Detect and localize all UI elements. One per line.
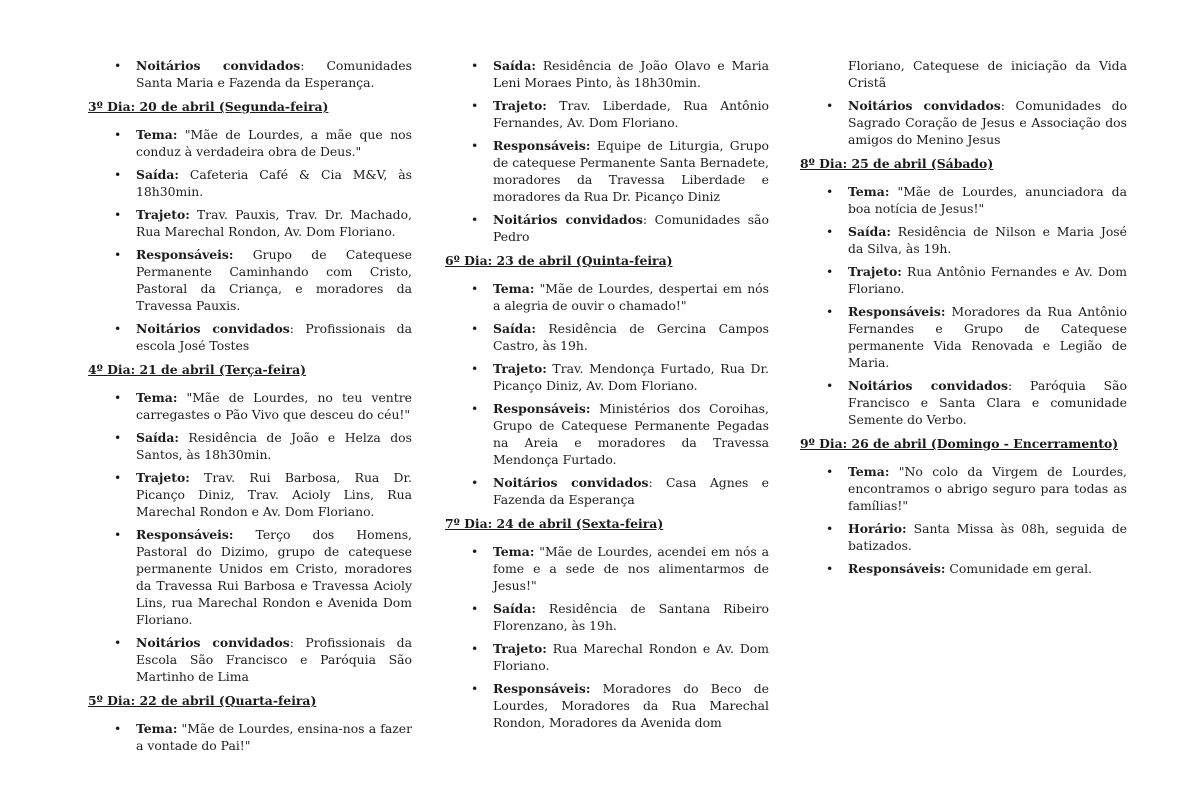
day-heading: 4º Dia: 21 de abril (Terça-feira) [88, 362, 306, 377]
schedule-item [88, 126, 412, 160]
item-label: Trajeto: [493, 641, 547, 656]
item-text: : Comunidades Santa Maria e Fazenda da Esperança. [136, 58, 412, 90]
schedule-item [445, 474, 769, 508]
item-label: Responsáveis: [493, 138, 591, 153]
item-text: Residência de Gercina Campos Castro, às 19h. [493, 321, 769, 353]
schedule-item [88, 469, 412, 520]
item-text: Terço dos Homens, Pastoral do Dizimo, grupo de catequese permanente Unidos em Cristo, moradores da Travessa Rui Barbosa e Travessa Acioly Lins, rua Marechal Rondon e Avenida Dom Floriano. [136, 527, 412, 627]
item-text: Trav. Liberdade, Rua Antônio Fernandes, Av. Dom Floriano. [493, 98, 769, 130]
continuation-text [800, 57, 1127, 91]
day-heading: 9º Dia: 26 de abril (Domingo - Encerramento) [800, 436, 1119, 451]
item-label: Responsáveis: [136, 247, 234, 262]
item-label: Noitários convidados [493, 475, 649, 490]
item-text: "Mãe de Lourdes, anunciadora da boa notícia de Jesus!" [848, 184, 1127, 216]
schedule-item [445, 137, 769, 205]
item-text: "Mãe de Lourdes, despertai em nós a alegria de ouvir o chamado!" [493, 281, 769, 313]
schedule-item [88, 429, 412, 463]
schedule-item [445, 57, 769, 91]
schedule-item [88, 389, 412, 423]
item-text: Trav. Pauxis, Trav. Dr. Machado, Rua Marechal Rondon, Av. Dom Floriano. [136, 207, 412, 239]
item-label: Noitários convidados [136, 321, 290, 336]
item-label: Tema: [136, 127, 178, 142]
item-text: : Casa Agnes e Fazenda da Esperança [493, 475, 769, 507]
schedule-item [800, 520, 1127, 554]
schedule-item [88, 526, 412, 628]
schedule-item [88, 57, 412, 91]
item-label: Trajeto: [848, 264, 902, 279]
item-label: Trajeto: [136, 207, 190, 222]
item-label: Noitários convidados [136, 58, 301, 73]
item-text: : Comunidades do Sagrado Coração de Jesus e Associação dos amigos do Menino Jesus [848, 98, 1127, 147]
item-label: Tema: [493, 544, 535, 559]
item-label: Tema: [136, 721, 178, 736]
item-label: Tema: [848, 184, 890, 199]
item-text: Moradores da Rua Antônio Fernandes e Grupo de Catequese permanente Vida Renovada e Legião de Maria. [848, 304, 1127, 370]
item-text: Rua Marechal Rondon e Av. Dom Floriano. [493, 641, 769, 673]
day-heading: 5º Dia: 22 de abril (Quarta-feira) [88, 693, 317, 708]
schedule-item [800, 183, 1127, 217]
item-text: "Mãe de Lourdes, ensina-nos a fazer a vontade do Pai!" [136, 721, 412, 753]
item-text: Residência de Santana Ribeiro Florenzano, às 19h. [493, 601, 769, 633]
item-label: Noitários convidados [493, 212, 643, 227]
schedule-item [445, 211, 769, 245]
item-text: Residência de João e Helza dos Santos, às 18h30min. [136, 430, 412, 462]
item-label: Horário: [848, 521, 907, 536]
schedule-item [88, 246, 412, 314]
schedule-item [445, 320, 769, 354]
item-text: "Mãe de Lourdes, a mãe que nos conduz à verdadeira obra de Deus." [136, 127, 412, 159]
schedule-item [800, 303, 1127, 371]
schedule-item [800, 560, 1127, 577]
schedule-item [445, 600, 769, 634]
day-heading: 8º Dia: 25 de abril (Sábado) [800, 156, 994, 171]
schedule-item [445, 400, 769, 468]
schedule-item [445, 97, 769, 131]
item-label: Saída: [493, 601, 536, 616]
item-text: Rua Antônio Fernandes e Av. Dom Floriano. [848, 264, 1127, 296]
item-label: Responsáveis: [136, 527, 234, 542]
item-label: Responsáveis: [493, 681, 591, 696]
day-heading: 6º Dia: 23 de abril (Quinta-feira) [445, 253, 673, 268]
schedule-item [88, 166, 412, 200]
item-label: Saída: [848, 224, 891, 239]
item-label: Trajeto: [493, 361, 547, 376]
schedule-item [88, 206, 412, 240]
schedule-item [800, 97, 1127, 148]
column-1 [88, 57, 412, 760]
item-text: Residência de João Olavo e Maria Leni Moraes Pinto, às 18h30min. [493, 58, 769, 90]
column-2 [445, 57, 769, 737]
item-text: Residência de Nilson e Maria José da Silva, às 19h. [848, 224, 1127, 256]
item-label: Noitários convidados [848, 378, 1009, 393]
schedule-item [800, 223, 1127, 257]
schedule-item [445, 360, 769, 394]
item-label: Noitários convidados [136, 635, 290, 650]
item-text: Ministérios dos Coroihas, Grupo de Catequese Permanente Pegadas na Areia e moradores da Travessa Mendonça Furtado. [493, 401, 769, 467]
item-label: Responsáveis: [493, 401, 591, 416]
item-label: Trajeto: [493, 98, 547, 113]
item-label: Tema: [848, 464, 890, 479]
schedule-item [88, 634, 412, 685]
item-text: Moradores do Beco de Lourdes, Moradores da Rua Marechal Rondon, Moradores da Avenida dom [493, 681, 769, 730]
schedule-item [445, 543, 769, 594]
schedule-item [800, 263, 1127, 297]
item-text: Trav. Rui Barbosa, Rua Dr. Picanço Diniz, Trav. Acioly Lins, Rua Marechal Rondon e Av. Dom Floriano. [136, 470, 412, 519]
item-text: Equipe de Liturgia, Grupo de catequese Permanente Santa Bernadete, moradores da Travessa Liberdade e moradores da Rua Dr. Picanço Diniz [493, 138, 769, 204]
item-label: Responsáveis: [848, 561, 946, 576]
day-heading: 3º Dia: 20 de abril (Segunda-feira) [88, 99, 329, 114]
item-label: Saída: [493, 58, 536, 73]
item-text: "Mãe de Lourdes, acendei em nós a fome e a sede de nos alimentarmos de Jesus!" [493, 544, 769, 593]
item-label: Saída: [136, 430, 179, 445]
schedule-item [445, 680, 769, 731]
item-text: Comunidade em geral. [945, 561, 1093, 576]
schedule-item [445, 280, 769, 314]
day-heading: 7º Dia: 24 de abril (Sexta-feira) [445, 516, 664, 531]
schedule-item [445, 640, 769, 674]
item-text: "No colo da Virgem de Lourdes, encontramos o abrigo seguro para todas as famílias!" [848, 464, 1127, 513]
item-label: Responsáveis: [848, 304, 946, 319]
item-text: Grupo de Catequese Permanente Caminhando com Cristo, Pastoral da Criança, e moradores da Travessa Pauxis. [136, 247, 412, 313]
item-text: : Paróquia São Francisco e Santa Clara e comunidade Semente do Verbo. [848, 378, 1127, 427]
schedule-item [88, 720, 412, 754]
item-label: Tema: [136, 390, 178, 405]
item-label: Saída: [136, 167, 179, 182]
item-text: Cafeteria Café & Cia M&V, às 18h30min. [136, 167, 412, 199]
item-label: Saída: [493, 321, 536, 336]
schedule-item [800, 463, 1127, 514]
item-text: Santa Missa às 08h, seguida de batizados. [848, 521, 1127, 553]
schedule-item [88, 320, 412, 354]
item-text: : Profissionais da escola José Tostes [136, 321, 412, 353]
schedule-item [800, 377, 1127, 428]
column-3 [800, 57, 1127, 583]
item-text: Trav. Mendonça Furtado, Rua Dr. Picanço Diniz, Av. Dom Floriano. [493, 361, 769, 393]
item-text: Floriano, Catequese de iniciação da Vida Cristã [848, 58, 1127, 90]
item-text: : Comunidades são Pedro [493, 212, 769, 244]
item-label: Tema: [493, 281, 535, 296]
item-label: Noitários convidados [848, 98, 1001, 113]
item-text: : Profissionais da Escola São Francisco e Paróquia São Martinho de Lima [136, 635, 412, 684]
item-label: Trajeto: [136, 470, 190, 485]
item-text: "Mãe de Lourdes, no teu ventre carregastes o Pão Vivo que desceu do céu!" [136, 390, 412, 422]
